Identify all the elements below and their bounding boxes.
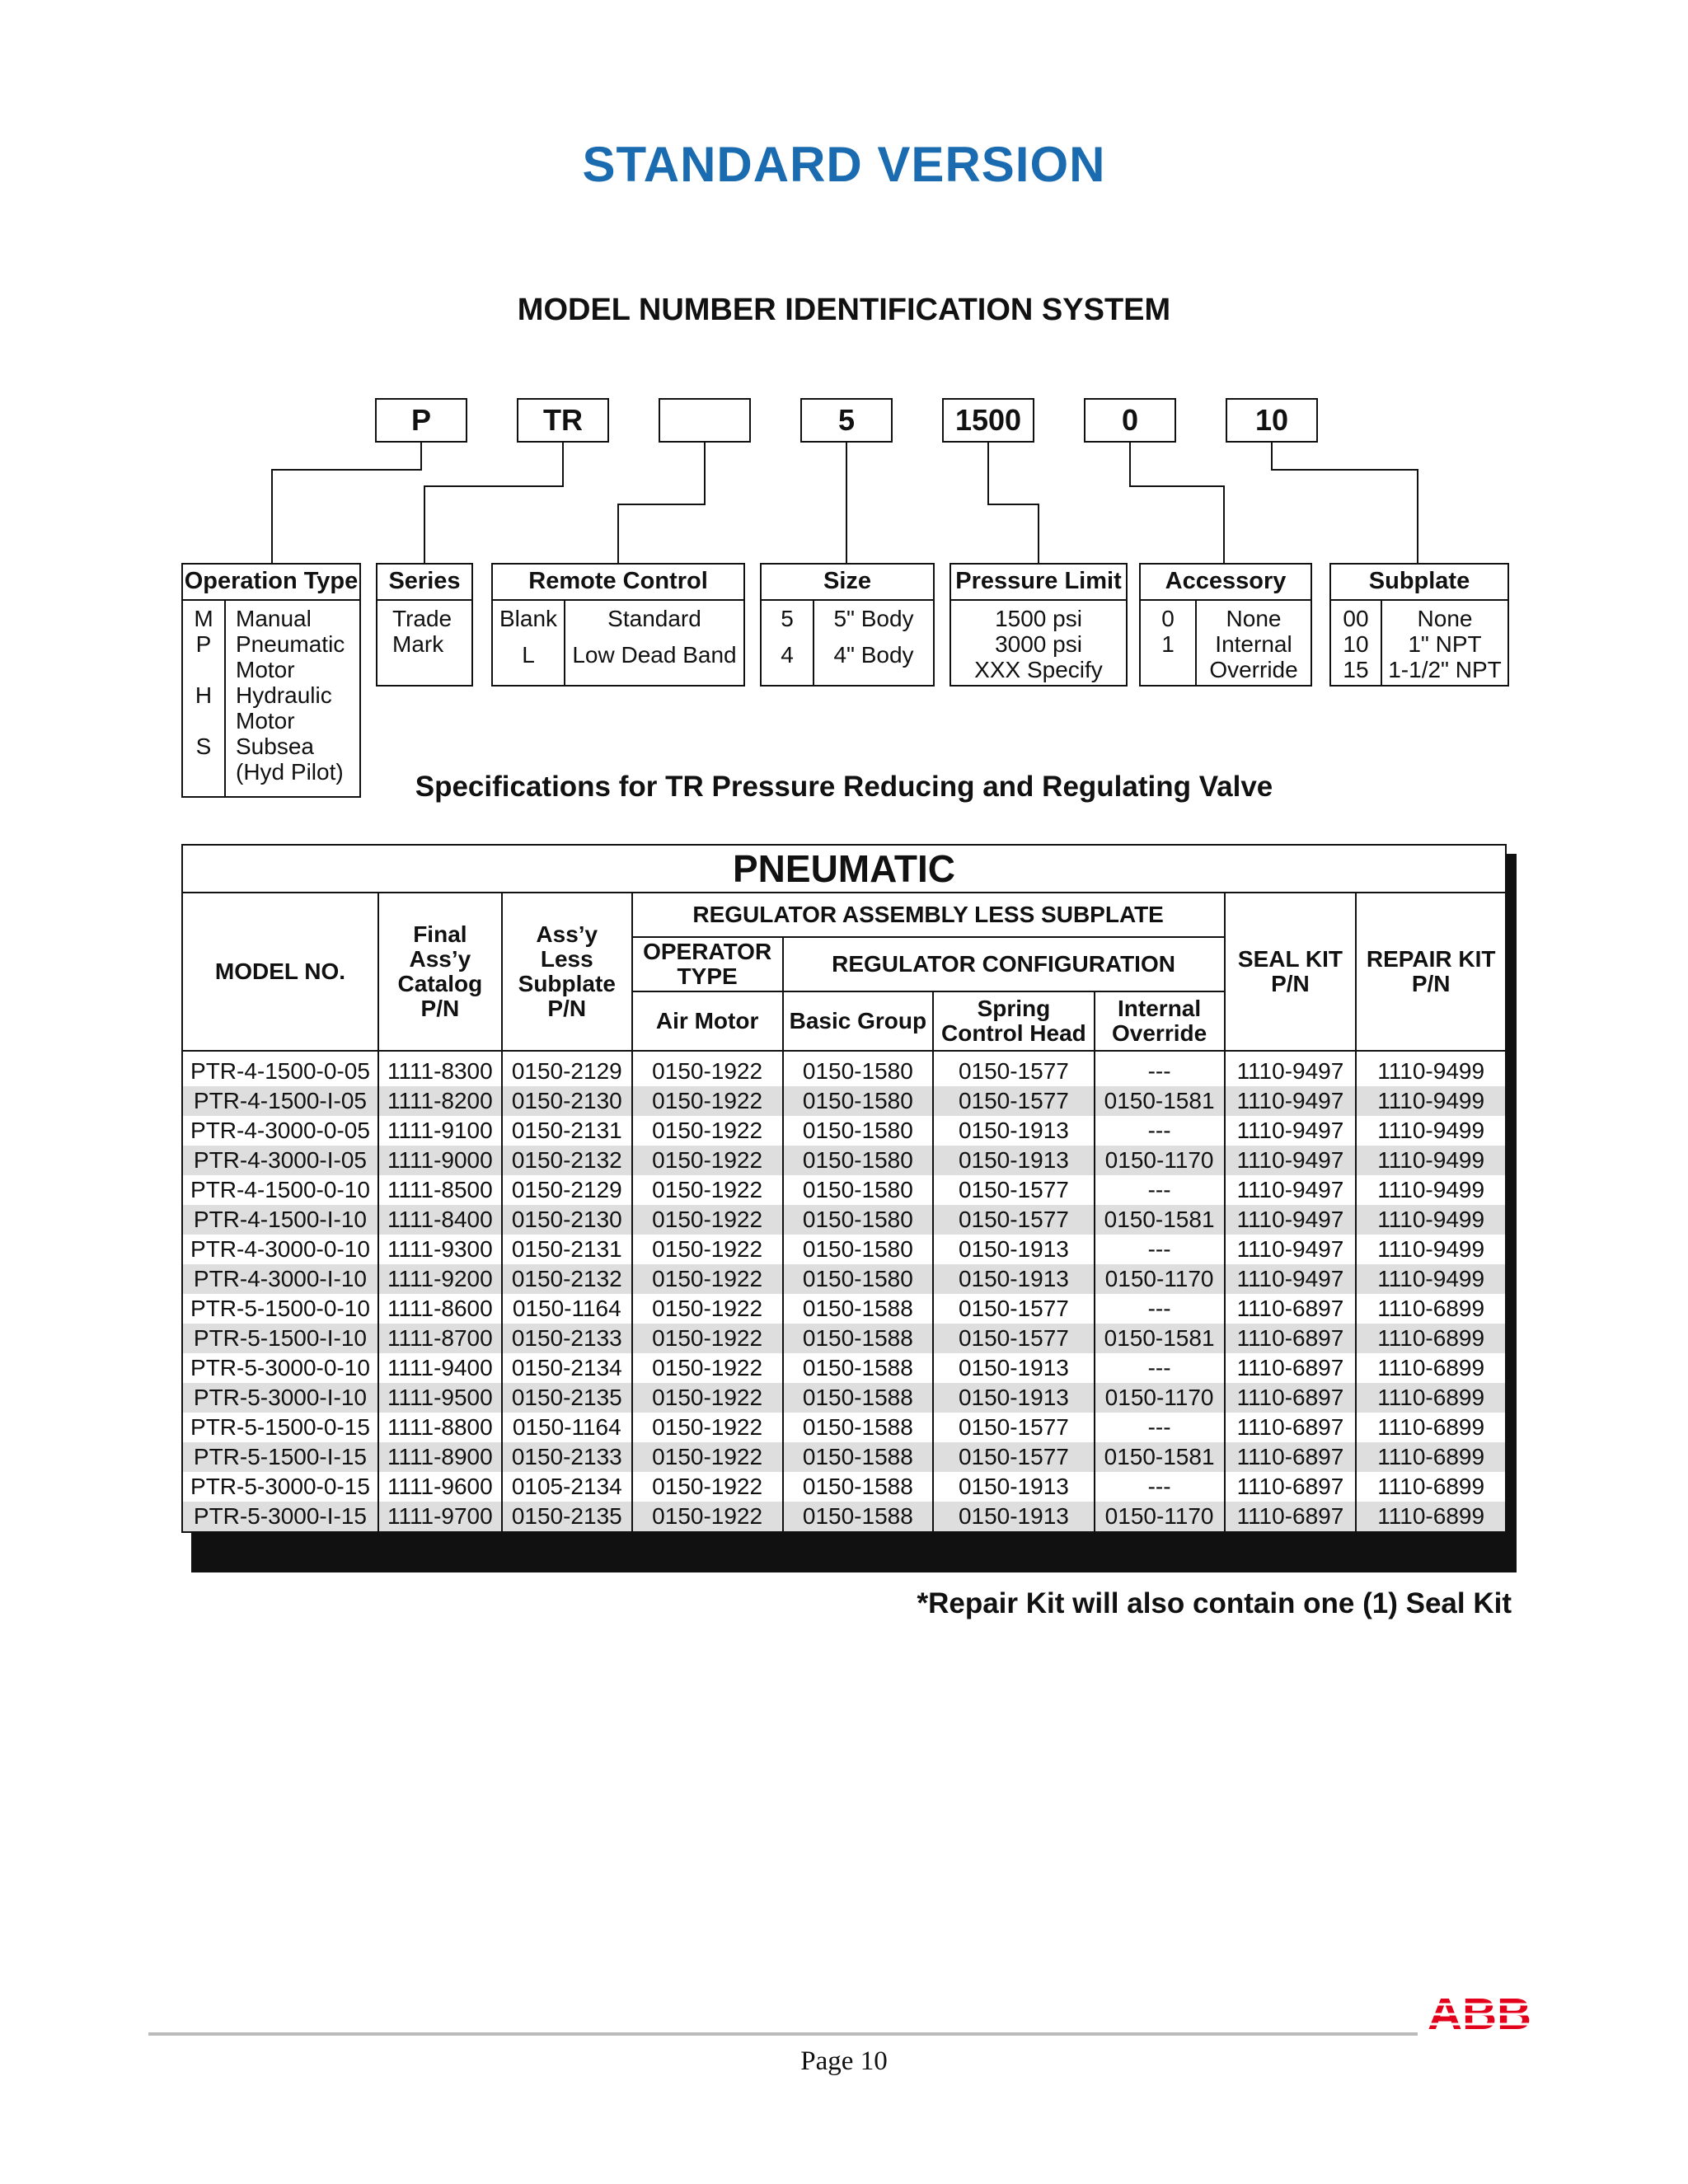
- label: 3000 psi: [995, 631, 1082, 657]
- table-cell: 0150-2133: [502, 1442, 632, 1472]
- table-cell: 0150-1922: [632, 1324, 783, 1353]
- table-cell: 1110-9497: [1225, 1086, 1357, 1116]
- table-cell: 0150-1588: [783, 1324, 934, 1353]
- table-cell: 1110-9497: [1225, 1235, 1357, 1264]
- table-cell: 1110-9499: [1356, 1175, 1506, 1205]
- table-cell: 1110-6899: [1356, 1502, 1506, 1532]
- table-row: [182, 1442, 1506, 1472]
- table-cell: 0150-1581: [1095, 1442, 1225, 1472]
- table-cell: 1110-9499: [1356, 1235, 1506, 1264]
- table-body: [182, 1051, 1506, 1532]
- label: XXX Specify: [974, 657, 1103, 682]
- table-cell: 0150-1170: [1095, 1502, 1225, 1532]
- label: None: [1417, 606, 1473, 631]
- table-cell: 0150-1581: [1095, 1205, 1225, 1235]
- table-cell: 0150-2134: [502, 1353, 632, 1383]
- table-row: [182, 1146, 1506, 1175]
- header-air-motor: Air Motor: [632, 991, 783, 1051]
- table-cell: 0150-1588: [783, 1442, 934, 1472]
- table-cell: 0150-1922: [632, 1235, 783, 1264]
- table-cell: 0150-2131: [502, 1116, 632, 1146]
- table-cell: PTR-5-3000-0-15: [182, 1472, 378, 1502]
- label: Motor: [236, 657, 295, 682]
- table-cell: PTR-5-1500-I-15: [182, 1442, 378, 1472]
- table-cell: 0150-2132: [502, 1146, 632, 1175]
- table-cell: PTR-4-1500-I-05: [182, 1086, 378, 1116]
- label: Internal: [1215, 631, 1292, 657]
- table-cell: 0150-1913: [933, 1383, 1094, 1413]
- table-cell: 1110-9499: [1356, 1205, 1506, 1235]
- table-cell: 0150-1922: [632, 1205, 783, 1235]
- label: Manual: [236, 606, 312, 631]
- table-cell: 0150-1913: [933, 1146, 1094, 1175]
- category-title: Accessory: [1141, 565, 1311, 601]
- table-cell: 0150-2135: [502, 1383, 632, 1413]
- table-row: [182, 1235, 1506, 1264]
- label: 1500 psi: [995, 606, 1082, 631]
- code-box-size: 5: [800, 398, 893, 443]
- table-cell: 0105-2134: [502, 1472, 632, 1502]
- table-cell: 0150-1580: [783, 1051, 934, 1086]
- table-cell: 1111-8700: [378, 1324, 502, 1353]
- table-cell: ---: [1095, 1294, 1225, 1324]
- section-subtitle: MODEL NUMBER IDENTIFICATION SYSTEM: [517, 293, 1171, 327]
- table-cell: PTR-5-3000-0-10: [182, 1353, 378, 1383]
- table-cell: PTR-5-1500-0-10: [182, 1294, 378, 1324]
- table-cell: 0150-2130: [502, 1205, 632, 1235]
- table-cell: 0150-1580: [783, 1086, 934, 1116]
- table-cell: 1111-8400: [378, 1205, 502, 1235]
- category-title: Series: [377, 565, 471, 601]
- table-cell: 0150-1170: [1095, 1146, 1225, 1175]
- table-cell: 1110-9497: [1225, 1051, 1357, 1086]
- table-cell: ---: [1095, 1235, 1225, 1264]
- table-cell: 1110-6897: [1225, 1472, 1357, 1502]
- table-cell: PTR-5-3000-I-15: [182, 1502, 378, 1532]
- table-cell: ---: [1095, 1116, 1225, 1146]
- table-cell: 0150-1170: [1095, 1383, 1225, 1413]
- table-cell: 0150-1913: [933, 1235, 1094, 1264]
- table-cell: 0150-1922: [632, 1383, 783, 1413]
- label: Motor: [236, 708, 295, 733]
- table-cell: 0150-1577: [933, 1442, 1094, 1472]
- code: 0: [1161, 606, 1175, 631]
- code: 5: [781, 606, 794, 631]
- table-cell: 0150-1588: [783, 1353, 934, 1383]
- table-cell: 0150-1170: [1095, 1264, 1225, 1294]
- table-cell: 1110-6897: [1225, 1413, 1357, 1442]
- code-box-series: TR: [517, 398, 609, 443]
- code: 10: [1343, 631, 1369, 657]
- table-cell: 0150-1922: [632, 1353, 783, 1383]
- label: Low Dead Band: [572, 642, 737, 668]
- table-cell: 0150-2129: [502, 1051, 632, 1086]
- table-cell: 1110-6899: [1356, 1353, 1506, 1383]
- category-accessory: [1139, 563, 1312, 687]
- table-cell: 0150-1922: [632, 1116, 783, 1146]
- label: 1-1/2" NPT: [1388, 657, 1502, 682]
- label: Subsea: [236, 733, 314, 759]
- table-cell: 1111-9600: [378, 1472, 502, 1502]
- table-cell: 0150-1581: [1095, 1086, 1225, 1116]
- table-row: [182, 1051, 1506, 1086]
- header-operator-type: OPERATOR TYPE: [632, 937, 783, 991]
- table-cell: 1110-9497: [1225, 1146, 1357, 1175]
- table-cell: 0150-1577: [933, 1413, 1094, 1442]
- category-title: Pressure Limit: [951, 565, 1126, 601]
- table-cell: 0150-1580: [783, 1146, 934, 1175]
- table-cell: PTR-5-1500-I-10: [182, 1324, 378, 1353]
- label: (Hyd Pilot): [236, 759, 344, 785]
- code: P: [195, 631, 212, 657]
- table-cell: 0150-1922: [632, 1294, 783, 1324]
- table-cell: 1110-9497: [1225, 1264, 1357, 1294]
- table-row: [182, 1086, 1506, 1116]
- abb-logo-text: ABB: [1428, 1993, 1531, 2034]
- category-subplate: [1329, 563, 1509, 687]
- table-cell: 0150-1922: [632, 1502, 783, 1532]
- header-seal-kit: SEAL KIT P/N: [1225, 893, 1357, 1051]
- table-cell: PTR-4-1500-0-10: [182, 1175, 378, 1205]
- table-row: [182, 1264, 1506, 1294]
- code: [183, 708, 224, 733]
- category-remote-control: [491, 563, 745, 687]
- header-final-assy: Final Ass’y Catalog P/N: [378, 893, 502, 1051]
- table-row: [182, 1116, 1506, 1146]
- table-cell: 1111-8200: [378, 1086, 502, 1116]
- table-cell: 1110-6899: [1356, 1472, 1506, 1502]
- spec-title: Specifications for TR Pressure Reducing and Regulating Valve: [415, 771, 1273, 803]
- table-row: [182, 1413, 1506, 1442]
- table-cell: PTR-4-3000-0-05: [182, 1116, 378, 1146]
- code-box-subplate: 10: [1226, 398, 1318, 443]
- table-row: [182, 1324, 1506, 1353]
- table-cell: 0150-2130: [502, 1086, 632, 1116]
- label: Override: [1209, 657, 1298, 682]
- table-row: [182, 1175, 1506, 1205]
- header-regulator-assembly: REGULATOR ASSEMBLY LESS SUBPLATE: [632, 893, 1225, 937]
- table-cell: 1110-9497: [1225, 1116, 1357, 1146]
- table-cell: 1110-9497: [1225, 1175, 1357, 1205]
- table-cell: 0150-1580: [783, 1116, 934, 1146]
- code: Blank: [499, 606, 558, 631]
- table-cell: 1110-9497: [1225, 1205, 1357, 1235]
- table-cell: PTR-4-3000-I-10: [182, 1264, 378, 1294]
- label: None: [1226, 606, 1282, 631]
- code: [183, 657, 224, 682]
- table-cell: 1110-9499: [1356, 1146, 1506, 1175]
- table-row: [182, 1205, 1506, 1235]
- table-cell: 1111-9200: [378, 1264, 502, 1294]
- label: Mark: [392, 631, 444, 657]
- label: Trade: [392, 606, 452, 631]
- table-cell: 1110-6897: [1225, 1324, 1357, 1353]
- table-cell: 1110-9499: [1356, 1264, 1506, 1294]
- code: 15: [1343, 657, 1369, 682]
- code: M: [194, 606, 213, 631]
- table-cell: PTR-5-3000-I-10: [182, 1383, 378, 1413]
- code: H: [195, 682, 213, 708]
- table-cell: 0150-2131: [502, 1235, 632, 1264]
- table-cell: 0150-1588: [783, 1383, 934, 1413]
- table-cell: 1111-8300: [378, 1051, 502, 1086]
- table-cell: 1111-9400: [378, 1353, 502, 1383]
- table-row: [182, 1383, 1506, 1413]
- label: Pneumatic: [236, 631, 345, 657]
- table-cell: 0150-1577: [933, 1294, 1094, 1324]
- table-cell: 1111-8900: [378, 1442, 502, 1472]
- table-cell: 0150-1913: [933, 1502, 1094, 1532]
- table-cell: 1110-6899: [1356, 1324, 1506, 1353]
- table-cell: 1110-9499: [1356, 1051, 1506, 1086]
- table-cell: 1110-6899: [1356, 1442, 1506, 1472]
- page-title: STANDARD VERSION: [582, 137, 1106, 192]
- code: 1: [1161, 631, 1175, 657]
- table-cell: 0150-1164: [502, 1413, 632, 1442]
- table-cell: 1111-8600: [378, 1294, 502, 1324]
- table-cell: 1110-6897: [1225, 1383, 1357, 1413]
- table-cell: 1111-9000: [378, 1146, 502, 1175]
- table-cell: 1110-6899: [1356, 1383, 1506, 1413]
- table-cell: ---: [1095, 1051, 1225, 1086]
- table-cell: 0150-1588: [783, 1502, 934, 1532]
- page-number: Page 10: [800, 2046, 888, 2076]
- table-cell: 1110-6897: [1225, 1442, 1357, 1472]
- table-cell: ---: [1095, 1472, 1225, 1502]
- table-row: [182, 1502, 1506, 1532]
- code-box-operation: P: [375, 398, 467, 443]
- table-cell: 0150-1922: [632, 1086, 783, 1116]
- table-cell: 0150-2129: [502, 1175, 632, 1205]
- table-cell: 0150-1913: [933, 1472, 1094, 1502]
- abb-logo: [1426, 1993, 1533, 2034]
- table-cell: ---: [1095, 1175, 1225, 1205]
- code-box-accessory: 0: [1084, 398, 1176, 443]
- table-cell: 1110-6899: [1356, 1413, 1506, 1442]
- table-cell: 1110-6899: [1356, 1294, 1506, 1324]
- table-cell: 0150-1580: [783, 1264, 934, 1294]
- table-cell: 0150-2133: [502, 1324, 632, 1353]
- category-size: [760, 563, 935, 687]
- category-operation-type: [181, 563, 361, 798]
- table-cell: 0150-1922: [632, 1472, 783, 1502]
- table-cell: 1110-6897: [1225, 1502, 1357, 1532]
- table-cell: PTR-5-1500-0-15: [182, 1413, 378, 1442]
- table-cell: 1111-9300: [378, 1235, 502, 1264]
- table-cell: 1110-6897: [1225, 1353, 1357, 1383]
- code: 00: [1343, 606, 1369, 631]
- code-box-pressure: 1500: [942, 398, 1034, 443]
- table-cell: 0150-1580: [783, 1205, 934, 1235]
- table-cell: 0150-1922: [632, 1442, 783, 1472]
- label: 5" Body: [833, 606, 914, 631]
- table-cell: 0150-1577: [933, 1086, 1094, 1116]
- table-cell: 1111-9700: [378, 1502, 502, 1532]
- header-spring-control-head: Spring Control Head: [933, 991, 1094, 1051]
- table-cell: 0150-1577: [933, 1051, 1094, 1086]
- table-cell: 0150-1922: [632, 1264, 783, 1294]
- footer-divider: [148, 2032, 1418, 2036]
- table-cell: 0150-1588: [783, 1294, 934, 1324]
- table-cell: ---: [1095, 1413, 1225, 1442]
- header-regulator-configuration: REGULATOR CONFIGURATION: [783, 937, 1225, 991]
- table-cell: 1111-9100: [378, 1116, 502, 1146]
- table-cell: 0150-2132: [502, 1264, 632, 1294]
- table-cell: 0150-1922: [632, 1051, 783, 1086]
- table-cell: 0150-1588: [783, 1472, 934, 1502]
- table-section-title: PNEUMATIC: [182, 845, 1506, 893]
- table-cell: 0150-1922: [632, 1175, 783, 1205]
- table-row: [182, 1472, 1506, 1502]
- code: 4: [781, 642, 794, 668]
- code: S: [195, 733, 212, 759]
- header-internal-override: Internal Override: [1095, 991, 1225, 1051]
- specifications-table: [181, 844, 1507, 1533]
- table-cell: 1111-8500: [378, 1175, 502, 1205]
- table-cell: 0150-1581: [1095, 1324, 1225, 1353]
- code: L: [522, 642, 535, 668]
- table-cell: 1110-9499: [1356, 1086, 1506, 1116]
- table-cell: 0150-2135: [502, 1502, 632, 1532]
- table-cell: 0150-1913: [933, 1116, 1094, 1146]
- table-cell: 0150-1588: [783, 1413, 934, 1442]
- table-cell: 0150-1577: [933, 1175, 1094, 1205]
- table-cell: PTR-4-1500-0-05: [182, 1051, 378, 1086]
- table-cell: 0150-1922: [632, 1146, 783, 1175]
- table-cell: 0150-1580: [783, 1175, 934, 1205]
- category-series: [376, 563, 473, 687]
- table-row: [182, 1294, 1506, 1324]
- connector-lines: [0, 0, 1688, 577]
- table-cell: 1111-8800: [378, 1413, 502, 1442]
- table-cell: 0150-1577: [933, 1205, 1094, 1235]
- table-cell: 0150-1577: [933, 1324, 1094, 1353]
- header-repair-kit: REPAIR KIT P/N: [1356, 893, 1506, 1051]
- category-title: Size: [762, 565, 933, 601]
- table-cell: 1110-9499: [1356, 1116, 1506, 1146]
- repair-kit-note: *Repair Kit will also contain one (1) Seal Kit: [917, 1587, 1512, 1619]
- table-cell: ---: [1095, 1353, 1225, 1383]
- label: 4" Body: [833, 642, 914, 668]
- table-row: [182, 1353, 1506, 1383]
- table-cell: 0150-1580: [783, 1235, 934, 1264]
- header-basic-group: Basic Group: [783, 991, 934, 1051]
- table-cell: 1110-6897: [1225, 1294, 1357, 1324]
- category-title: Operation Type: [183, 565, 359, 601]
- label: Hydraulic: [236, 682, 332, 708]
- table-cell: 1111-9500: [378, 1383, 502, 1413]
- table-cell: PTR-4-1500-I-10: [182, 1205, 378, 1235]
- table-cell: PTR-4-3000-I-05: [182, 1146, 378, 1175]
- table-cell: 0150-1164: [502, 1294, 632, 1324]
- header-model-no: MODEL NO.: [182, 893, 378, 1051]
- header-assy-less-subplate: Ass’y Less Subplate P/N: [502, 893, 632, 1051]
- category-pressure-limit: [950, 563, 1128, 687]
- label: Standard: [607, 606, 701, 631]
- label: 1" NPT: [1408, 631, 1482, 657]
- category-title: Remote Control: [493, 565, 743, 601]
- category-title: Subplate: [1331, 565, 1507, 601]
- table-cell: PTR-4-3000-0-10: [182, 1235, 378, 1264]
- table-cell: 0150-1913: [933, 1264, 1094, 1294]
- table-cell: 0150-1922: [632, 1413, 783, 1442]
- table-cell: 0150-1913: [933, 1353, 1094, 1383]
